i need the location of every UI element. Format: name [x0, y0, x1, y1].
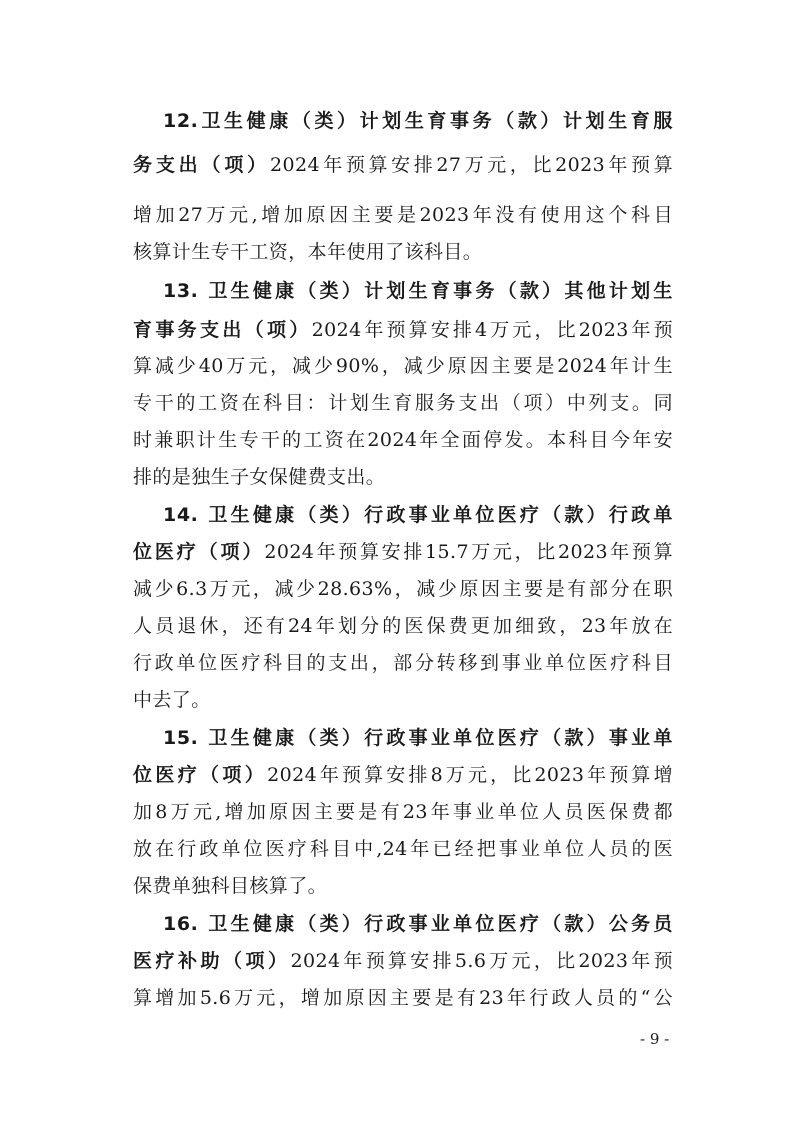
p14-line-3: 减少6.3万元，减少28.63%，减少原因主要是有部分在职	[133, 578, 673, 600]
p12-line-2-text: 2024年预算安排27万元，比2023年预算	[270, 154, 673, 176]
p13-heading-tail: 育事务支出（项）	[133, 319, 312, 341]
page-number: - 9 -	[640, 1030, 670, 1048]
p15-heading-tail: 位医疗（项）	[133, 764, 268, 786]
p15-line-3: 加8万元,增加原因主要是有23年事业单位人员医保费都	[133, 801, 673, 823]
p12-line-4: 核算计生专干工资，本年使用了该科目。	[133, 241, 483, 263]
p15-line-2-text: 2024年预算安排8万元，比2023年预算增	[267, 764, 673, 786]
p12-heading-tail: 务支出（项）	[133, 154, 271, 176]
p16-line-1: 16. 卫生健康（类）行政事业单位医疗（款）公务员	[163, 913, 673, 935]
p14-line-2	[133, 537, 673, 567]
p15-line-4: 放在行政单位医疗科目中,24年已经把事业单位人员的医	[133, 838, 673, 860]
p15-line-1: 15. 卫生健康（类）行政事业单位医疗（款）事业单	[163, 727, 673, 749]
p16-heading-tail: 医疗补助（项）	[133, 950, 291, 972]
p13-line-4: 专干的工资在科目：计划生育服务支出（项）中列支。同	[133, 392, 673, 414]
p16-line-2-text: 2024年预算安排5.6万元，比2023年预	[290, 950, 673, 972]
p16-line-2	[133, 946, 673, 976]
p12-line-1: 12.卫生健康（类）计划生育事务（款）计划生育服	[163, 110, 673, 132]
p16-line-3: 算增加5.6万元，增加原因主要是有23年行政人员的“公	[133, 987, 673, 1009]
p13-line-2-text: 2024年预算安排4万元，比2023年预	[311, 319, 673, 341]
p13-line-1: 13. 卫生健康（类）计划生育事务（款）其他计划生	[163, 280, 673, 302]
p14-line-5: 行政单位医疗科目的支出，部分转移到事业单位医疗科目	[133, 652, 673, 674]
p14-heading-tail: 位医疗（项）	[133, 541, 265, 563]
p13-line-5: 时兼职计生专干的工资在2024年全面停发。本科目今年安	[133, 429, 673, 451]
p15-line-2	[133, 760, 673, 790]
p13-line-6: 排的是独生子女保健费支出。	[133, 466, 386, 488]
p14-line-4: 人员退休，还有24年划分的医保费更加细致，23年放在	[133, 615, 673, 637]
p14-line-6: 中去了。	[133, 689, 211, 711]
p13-line-3: 算减少40万元，减少90%，减少原因主要是2024年计生	[133, 355, 673, 377]
p12-line-3: 增加27万元,增加原因主要是2023年没有使用这个科目	[133, 204, 673, 226]
p14-line-1: 14. 卫生健康（类）行政事业单位医疗（款）行政单	[163, 504, 673, 526]
p13-line-2	[133, 315, 673, 345]
p12-line-2	[133, 150, 673, 180]
p14-line-2-text: 2024年预算安排15.7万元，比2023年预算	[264, 541, 673, 563]
p15-line-5: 保费单独科目核算了。	[133, 875, 328, 897]
